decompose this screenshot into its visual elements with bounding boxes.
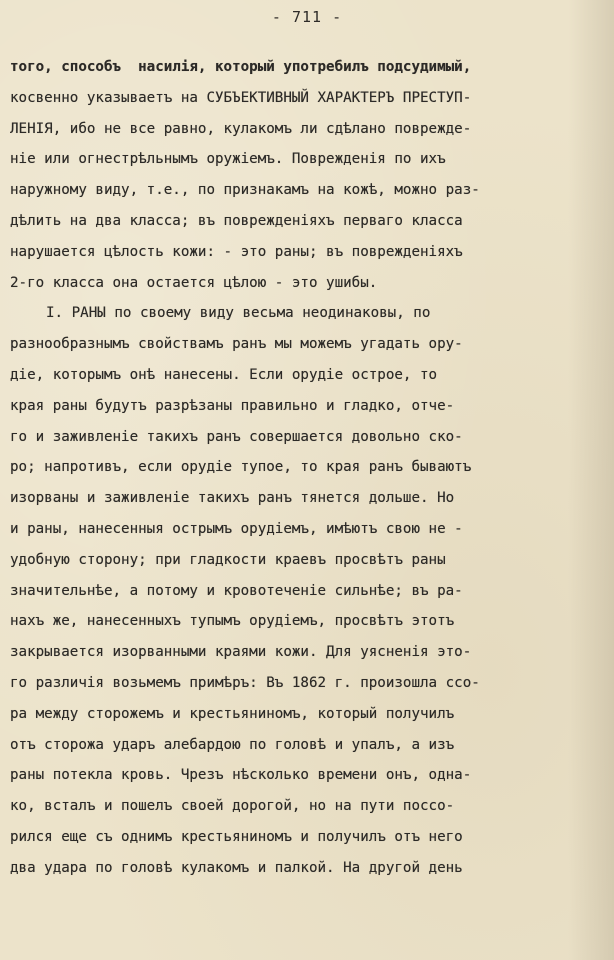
- page-number: - 711 -: [271, 8, 343, 26]
- text-line: закрывается изорванными краями кожи. Для уясненія это-: [10, 644, 472, 661]
- text-line: ко, всталъ и пошелъ своей дорогой, но на пути поссо-: [10, 798, 455, 815]
- text-line: ра между сторожемъ и крестьяниномъ, который получилъ: [10, 705, 455, 722]
- text-line: ро; напротивъ, если орудіе тупое, то края ранъ бываютъ: [10, 459, 472, 476]
- text-line: того, способъ насилія, который употребилъ подсудимый,: [10, 59, 472, 75]
- text-line: разнообразнымъ свойствамъ ранъ мы можемъ угадать ору-: [10, 336, 463, 353]
- text-line: діе, которымъ онѣ нанесены. Если орудіе острое, то: [10, 366, 438, 383]
- text-line: удобную сторону; при гладкости краевъ просвѣтъ раны: [10, 551, 446, 568]
- text-line: дѣлить на два класса; въ поврежденіяхъ перваго класса: [10, 212, 463, 229]
- text-line: нахъ же, нанесенныхъ тупымъ орудіемъ, просвѣтъ этотъ: [10, 613, 455, 630]
- paragraph-start-line: I. РАНЫ по своему виду весьма неодинаковы, по: [46, 305, 431, 322]
- text-line: края раны будутъ разрѣзаны правильно и гладко, отче-: [10, 397, 455, 414]
- text-line: и раны, нанесенныя острымъ орудіемъ, имѣютъ свою не -: [10, 520, 463, 537]
- text-line: го и заживленіе такихъ ранъ совершается довольно ско-: [10, 428, 463, 445]
- text-line: 2-го класса она остается цѣлою - это ушибы.: [10, 274, 378, 291]
- text-line: ніе или огнестрѣльнымъ оружіемъ. Поврежденія по ихъ: [10, 151, 446, 168]
- text-line: косвенно указываетъ на СУБЪЕКТИВНЫЙ ХАРАКТЕРЪ ПРЕСТУП-: [10, 89, 472, 106]
- text-line: отъ сторожа ударъ алебардою по головѣ и упалъ, а изъ: [10, 736, 455, 753]
- text-line: значительнѣе, а потому и кровотеченіе сильнѣе; въ ра-: [10, 582, 463, 599]
- text-line: раны потекла кровь. Чрезъ нѣсколько времени онъ, одна-: [10, 767, 472, 784]
- text-line: ЛЕНІЯ, ибо не все равно, кулакомъ ли сдѣлано поврежде-: [10, 120, 472, 137]
- body-text: [10, 52, 600, 884]
- text-line: два удара по головѣ кулакомъ и палкой. На другой день: [10, 859, 463, 876]
- text-line: нарушается цѣлость кожи: - это раны; въ поврежденіяхъ: [10, 243, 463, 260]
- text-line: рился еще съ однимъ крестьяниномъ и получилъ отъ него: [10, 828, 463, 845]
- text-line: изорваны и заживленіе такихъ ранъ тянется дольше. Но: [10, 490, 455, 507]
- text-line: наружному виду, т.е., по признакамъ на кожѣ, можно раз-: [10, 182, 480, 199]
- text-line: го различія возьмемъ примѣръ: Въ 1862 г. произошла ссо-: [10, 674, 480, 691]
